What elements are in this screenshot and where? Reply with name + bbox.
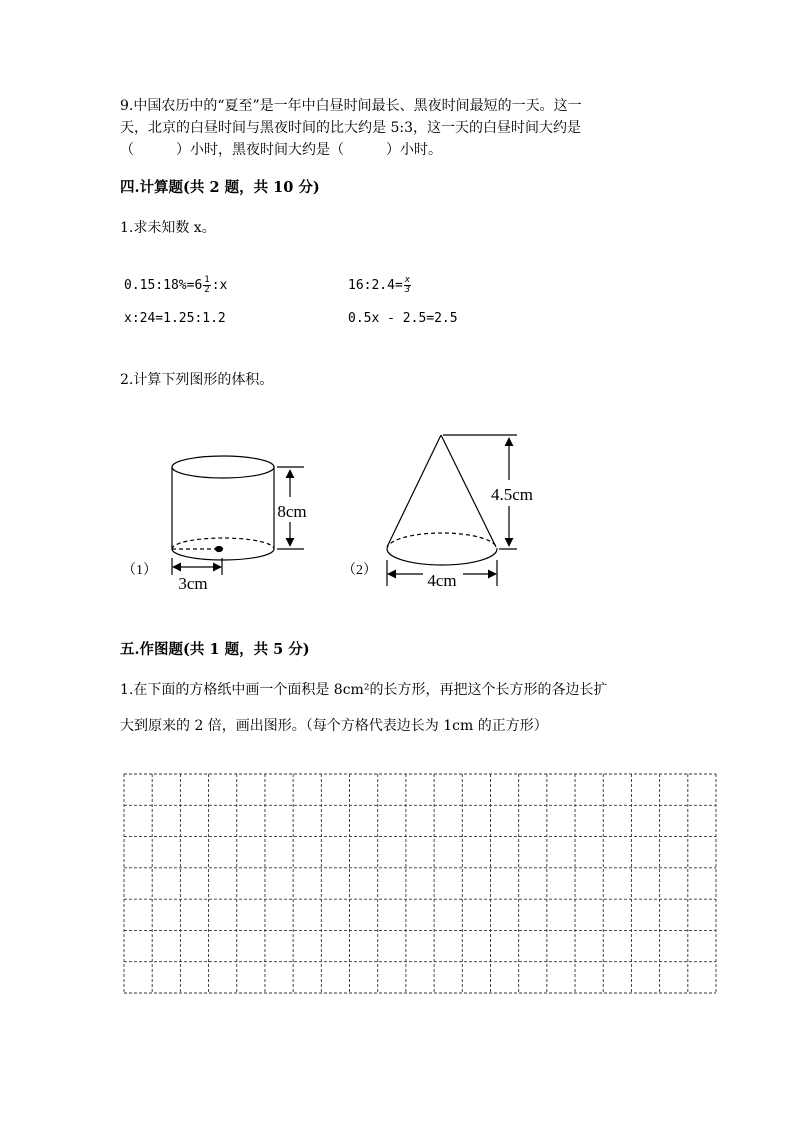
cone-right-slant — [441, 435, 496, 547]
cylinder-radius-label: 3cm — [178, 574, 208, 593]
equation-4: 0.5x - 2.5=2.5 — [348, 311, 458, 326]
fraction-numerator: x — [404, 275, 411, 285]
section4-q1-prompt: 1.求未知数 x。 — [120, 220, 216, 236]
fraction-denominator: 3 — [404, 285, 411, 295]
cylinder-height-label: 8cm — [277, 502, 307, 521]
fraction-denominator: 2 — [204, 285, 210, 295]
cone-left-slant — [387, 435, 441, 547]
fraction-numerator: 1 — [204, 275, 210, 285]
cone-figure — [387, 435, 517, 586]
section4-q2-prompt: 2.计算下列图形的体积。 — [120, 372, 274, 388]
equation-2-left: 16:2.4= — [348, 278, 403, 293]
equation-1-left: 0.15:18%=6 — [124, 278, 203, 293]
cone-height-label: 4.5cm — [490, 485, 534, 504]
cylinder-center-dot — [216, 547, 223, 552]
figure-1-label: （1） — [122, 563, 157, 578]
equation-1-right: :x — [211, 278, 228, 293]
section5-q1-line2: 大到原来的 2 倍，画出图形。（每个方格代表边长为 1cm 的正方形） — [120, 718, 548, 734]
cylinder-bottom-back — [172, 538, 274, 549]
cone-base-front — [387, 549, 497, 565]
figure-2-label: （2） — [342, 563, 377, 578]
q9-line2: 天，北京的白昼时间与黑夜时间的比大约是 5:3，这一天的白昼时间大约是 — [120, 120, 581, 136]
section5-title: 五.作图题(共 1 题，共 5 分) — [120, 641, 310, 658]
grid-paper[interactable] — [124, 774, 716, 993]
equation-3: x:24=1.25:1.2 — [124, 311, 226, 326]
q9-line3: （ ）小时，黑夜时间大约是（ ）小时。 — [120, 142, 442, 158]
section4-title: 四.计算题(共 2 题，共 10 分) — [120, 179, 320, 196]
cylinder-bottom-front — [172, 549, 274, 560]
cone-diameter-label: 4cm — [427, 571, 457, 590]
cone-base-back — [387, 533, 497, 549]
section5-q1-line1: 1.在下面的方格纸中画一个面积是 8cm²的长方形，再把这个长方形的各边长扩 — [120, 682, 608, 698]
cylinder-top-ellipse — [172, 456, 274, 478]
q9-line1: 9.中国农历中的“夏至”是一年中白昼时间最长、黑夜时间最短的一天。这一 — [120, 98, 582, 114]
